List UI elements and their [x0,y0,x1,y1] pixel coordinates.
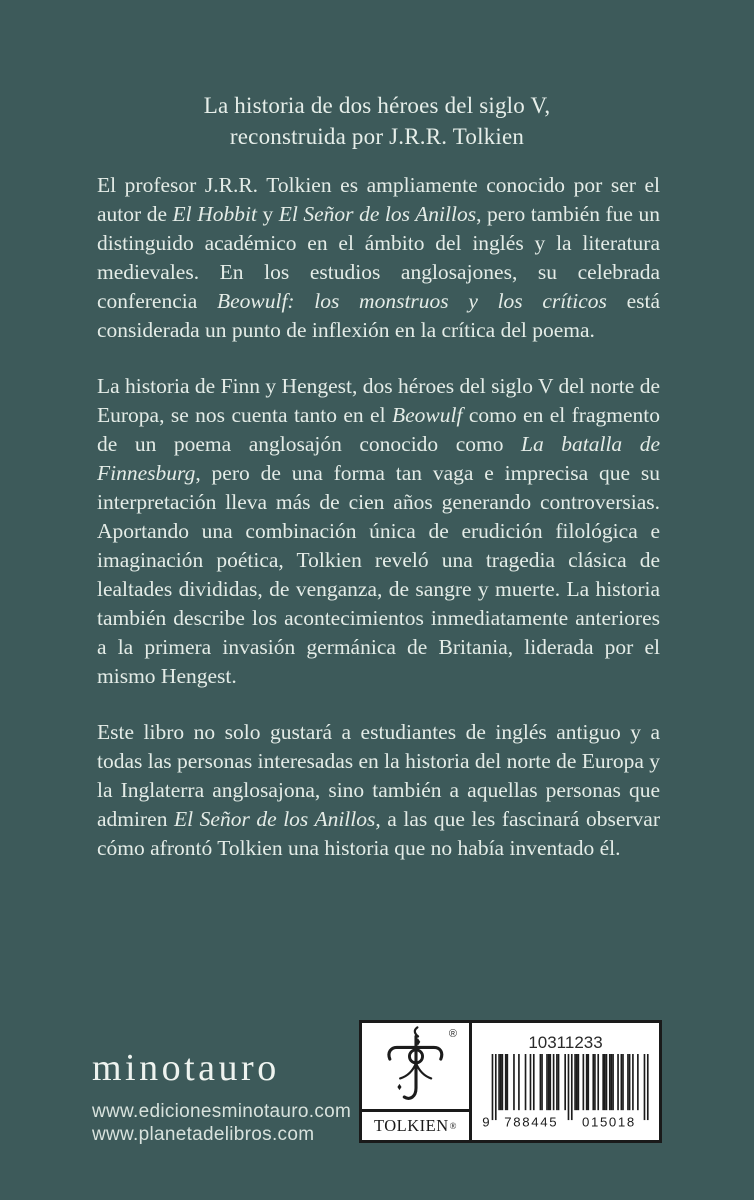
tolkien-logo-cell [362,1023,472,1140]
publisher-block [92,1048,351,1146]
italic-title-text: El Señor de los Anillos [174,807,376,831]
paragraph [97,171,660,345]
paragraph-text: , a las que les fascinará observar cómo afrontó Tolkien una historia que no había inventado él. [97,807,660,860]
paragraph-text: y [256,202,279,226]
brand-label-text: TOLKIEN [373,1116,449,1135]
paragraph-text: Este libro no solo gustará a estudiantes de inglés antiguo y a todas las personas interesadas en la historia del norte de Europa y la Inglaterra anglosajona, sino también a aquellas personas que admiren [97,720,660,831]
publisher-urls [92,1100,351,1146]
tolkien-logo-area [362,1023,469,1109]
isbn-barcode-box [359,1020,662,1143]
ean-barcode [480,1054,652,1130]
paragraph-text: El profesor J.R.R. Tolkien es ampliamente conocido por ser el autor de [97,173,660,226]
ean-digits: 015018 [581,1114,636,1130]
publisher-url-minotauro: www.edicionesminotauro.com [92,1101,352,1122]
brand-registered-mark: ® [449,1121,458,1131]
tolkien-monogram-icon [385,1024,447,1108]
paragraph-text: , pero de una forma tan vaga e imprecisa que su interpretación lleva más de cien años generando controversias. Aportando una combinación única de erudición filológica e imaginación poética, Tolkien reveló una tragedia clásica de lealtades divididas, de venganza, de sangre y muerte. La historia también describe los acontecimientos inmediatamente anteriores a la primera invasión germánica de Britania, liderada por el mismo Hengest. [97,461,660,688]
ean-digits: 9 [481,1114,491,1130]
italic-title-text: Beowulf: los monstruos y los críticos [216,289,607,313]
italic-title-text: Beowulf [391,403,463,427]
paragraph [97,372,660,691]
italic-title-text: La batalla de Finnesburg [97,432,660,485]
registered-trademark-symbol: ® [448,1028,457,1040]
barcode-cell [472,1023,659,1140]
barcode-top-number: 10311233 [528,1033,603,1052]
italic-title-text: El Señor de los Anillos [278,202,477,226]
ean-digits: 788445 [503,1114,558,1130]
tagline [0,90,754,152]
paragraph-text: La historia de Finn y Hengest, dos héroes del siglo V del norte de Europa, se nos cuenta tanto en el [97,374,660,427]
publisher-wordmark: minotauro [92,1047,280,1089]
tolkien-brand-label [362,1109,469,1140]
tagline-line2: reconstruida por J.R.R. Tolkien [229,124,525,149]
paragraph [97,718,660,863]
paragraph-text: , pero también fue un distinguido académico en el ámbito del inglés y la literatura medievales. En los estudios anglosajones, su celebrada conferencia [97,202,661,313]
body-copy [97,171,660,890]
italic-title-text: El Hobbit [172,202,257,226]
paragraph-text: como en el fragmento de un poema anglosajón conocido como [97,403,660,456]
publisher-url-planetadelibros: www.planetadelibros.com [92,1124,315,1145]
tagline-line1: La historia de dos héroes del siglo V, [203,93,551,118]
paragraph-text: está considerada un punto de inflexión en la crítica del poema. [97,289,660,342]
